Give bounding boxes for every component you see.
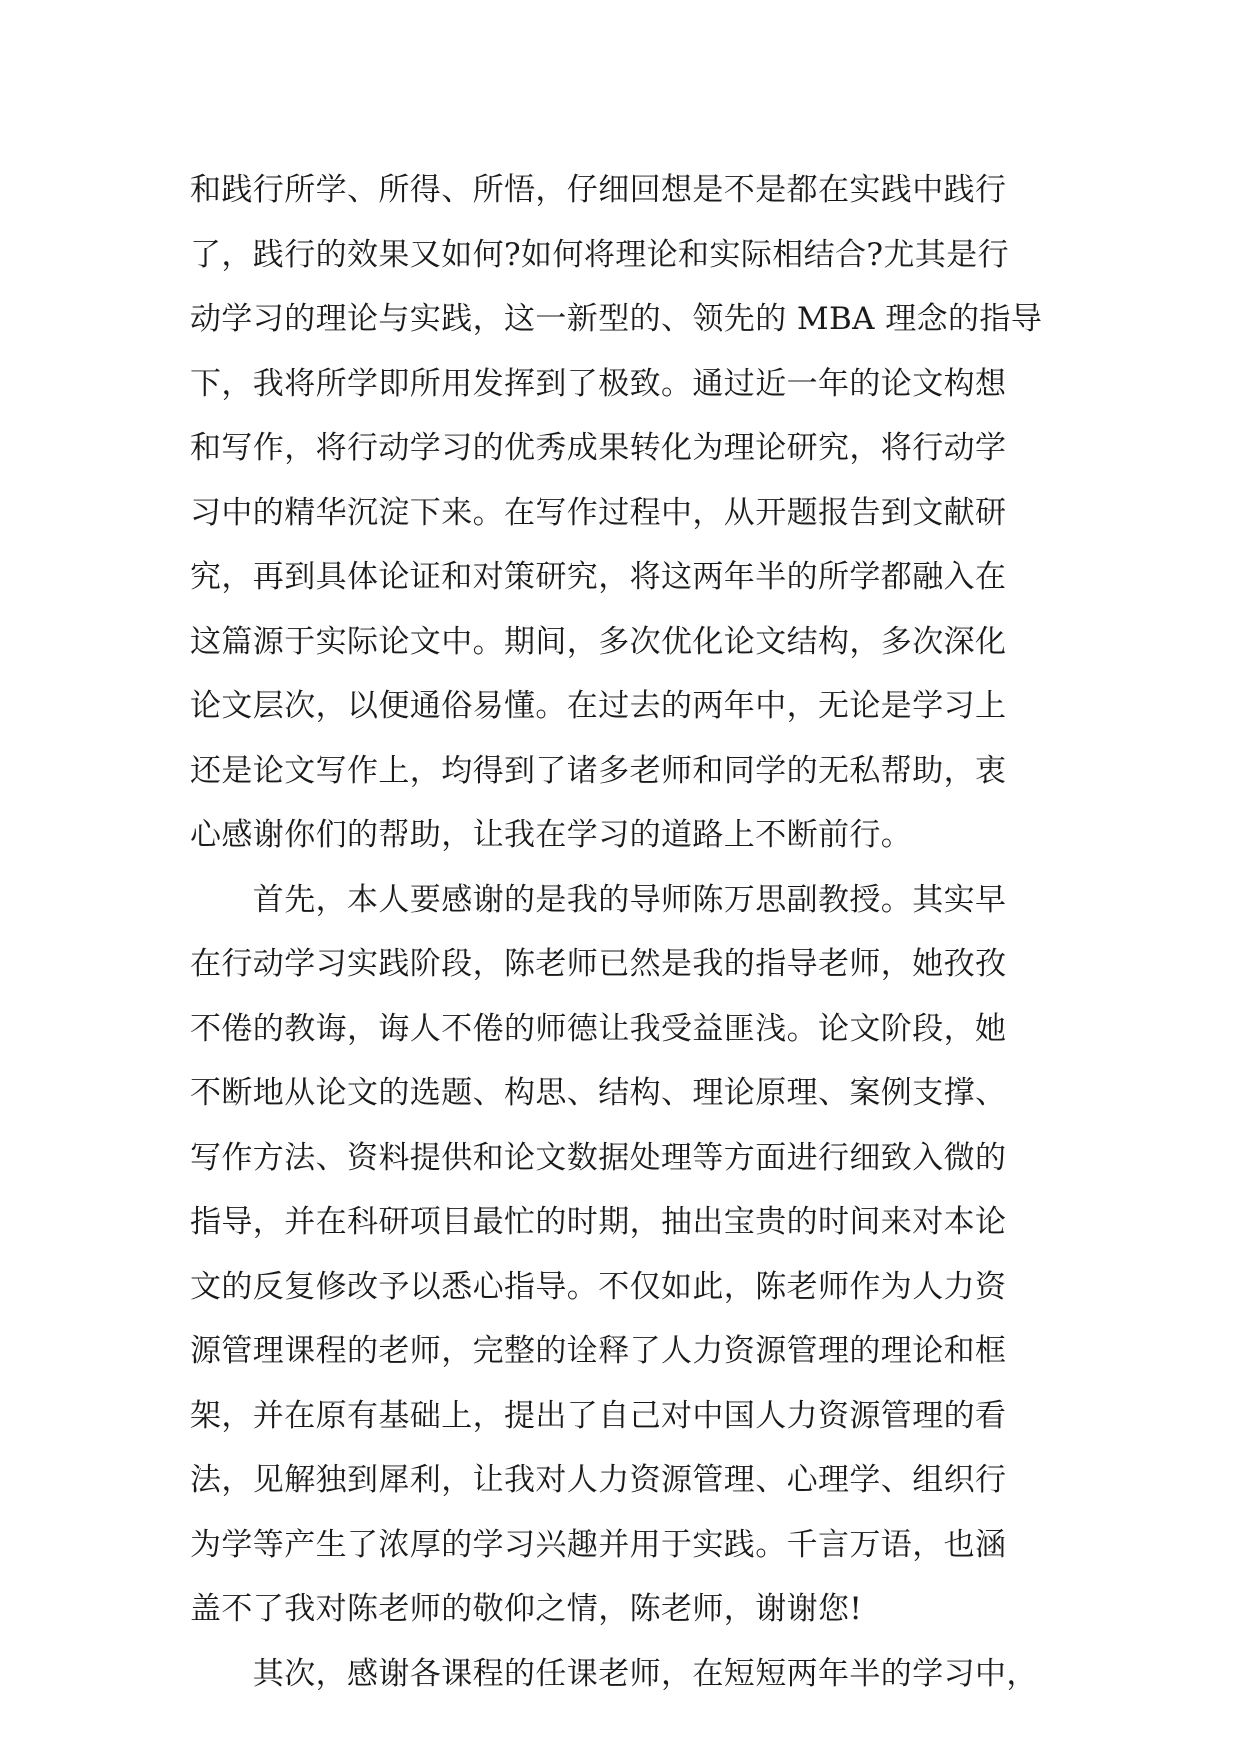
text-line: 首先，本人要感谢的是我的导师陈万思副教授。其实早 — [190, 881, 1007, 918]
text-line: 在行动学习实践阶段，陈老师已然是我的指导老师，她孜孜 — [190, 946, 1007, 982]
text-line: 盖不了我对陈老师的敬仰之情，陈老师，谢谢您! — [190, 1591, 863, 1627]
text-line: 架，并在原有基础上，提出了自己对中国人力资源管理的看 — [190, 1397, 1007, 1434]
text-line: 不倦的教诲，诲人不倦的师德让我受益匪浅。论文阶段，她 — [190, 1010, 1007, 1047]
text-line: 这篇源于实际论文中。期间，多次优化论文结构，多次深化 — [190, 623, 1007, 660]
text-line: 还是论文写作上，均得到了诸多老师和同学的无私帮助，衷 — [190, 752, 1007, 789]
text-line: 究，再到具体论证和对策研究，将这两年半的所学都融入在 — [190, 559, 1007, 595]
text-line: 下，我将所学即所用发挥到了极致。通过近一年的论文构想 — [190, 365, 1007, 402]
text-line: 不断地从论文的选题、构思、结构、理论原理、案例支撑、 — [190, 1075, 1007, 1111]
text-line: 法，见解独到犀利，让我对人力资源管理、心理学、组织行 — [190, 1462, 1007, 1498]
body-text — [190, 158, 1070, 1706]
text-line: 写作方法、资料提供和论文数据处理等方面进行细致入微的 — [190, 1139, 1007, 1176]
text-line: 和践行所学、所得、所悟，仔细回想是不是都在实践中践行 — [190, 172, 1007, 208]
text-line: 为学等产生了浓厚的学习兴趣并用于实践。千言万语，也涵 — [190, 1526, 1007, 1563]
text-line: 指导，并在科研项目最忙的时期，抽出宝贵的时间来对本论 — [190, 1204, 1007, 1240]
text-line: 和写作，将行动学习的优秀成果转化为理论研究，将行动学 — [190, 430, 1007, 466]
text-line: 其次，感谢各课程的任课老师，在短短两年半的学习中， — [190, 1655, 1038, 1692]
text-line: 动学习的理论与实践，这一新型的、领先的 MBA 理念的指导 — [190, 301, 1043, 337]
text-line: 源管理课程的老师，完整的诠释了人力资源管理的理论和框 — [190, 1333, 1007, 1369]
text-line: 文的反复修改予以悉心指导。不仅如此，陈老师作为人力资 — [190, 1268, 1007, 1305]
text-line: 论文层次，以便通俗易懂。在过去的两年中，无论是学习上 — [190, 688, 1007, 724]
text-line: 了，践行的效果又如何?如何将理论和实际相结合?尤其是行 — [190, 236, 1010, 273]
text-line: 心感谢你们的帮助，让我在学习的道路上不断前行。 — [190, 817, 913, 853]
text-line: 习中的精华沉淀下来。在写作过程中，从开题报告到文献研 — [190, 494, 1007, 531]
